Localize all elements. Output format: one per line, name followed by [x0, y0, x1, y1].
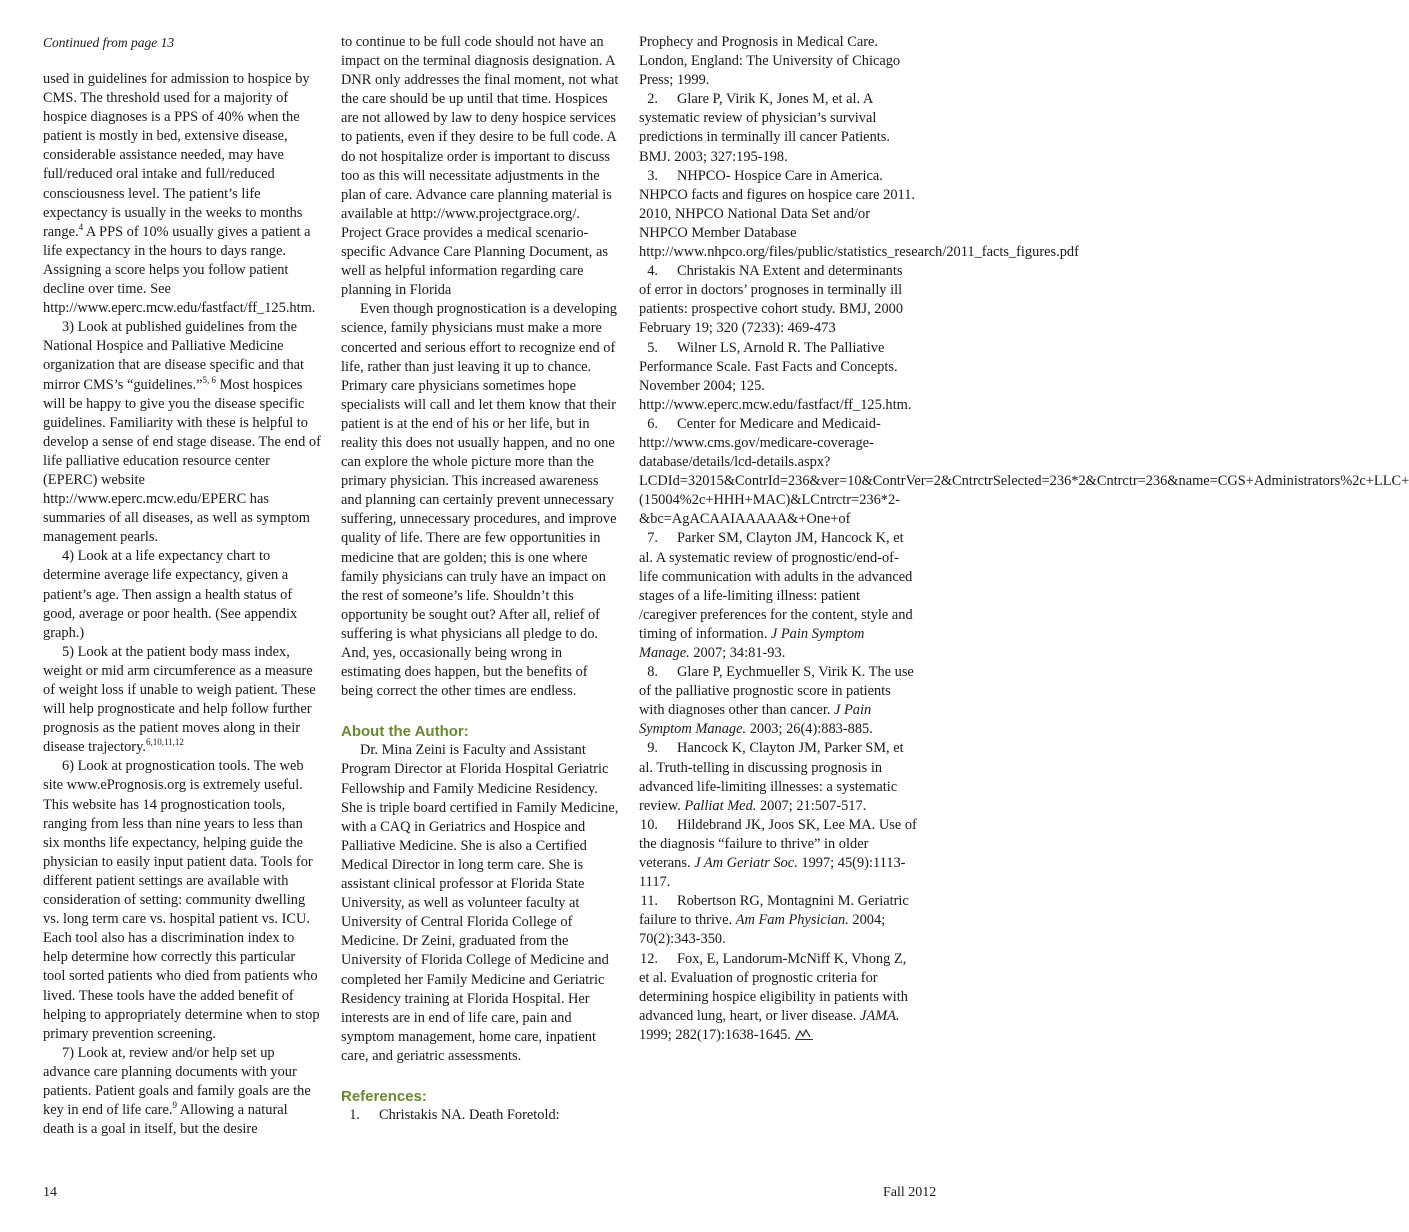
reference-item: [639, 90, 917, 166]
column-left: [43, 33, 321, 1139]
reference-number: 3.: [647, 167, 658, 184]
reference-text: Christakis NA Extent and determinants of error in doctors’ prognoses in terminally ill patients: prospective cohort study. BMJ, 2000 February 19; 320 (7233): 469-473: [639, 263, 904, 337]
body-paragraph: Even though prognostication is a developing science, family physicians must make a more concerted and serious effort to recognize end of life, rather than just leaving it up to chance. Primary care physicians sometimes hope specialists will call and let them know that their patient is at the end of his or her life, but in reality this does not usually happen, and no one can explore the whole picture more than the primary physician. This increased awareness and planning can certainly prevent unnecessary suffering, unnecessary procedures, and improve quality of life. There are few opportunities in medicine that are golden; this is one where family physicians can truly have an impact on the rest of someone’s life. Shouldn’t this opportunity be sought out? After all, relief of suffering is what physicians all pledge to do. And, yes, occasionally being wrong in estimating does happen, but the benefits of being correct the other times are endless.: [341, 301, 617, 700]
reference-number: 9.: [647, 740, 658, 757]
reference-number: 5.: [647, 339, 658, 356]
citation-superscript: 6,10,11,12: [145, 737, 184, 748]
reference-item: [639, 892, 917, 949]
text: 5) Look at the patient body mass index, weight or mid arm circumference as a measure of weight loss if unable to weigh patient. These will help prognosticate and help follow further prognosis as the patient moves along in their disease trajectory.: [43, 643, 316, 756]
end-of-article-icon: [795, 1028, 813, 1040]
reference-tail: 1999; 282(17):1638-1645.: [639, 1026, 791, 1043]
journal-name: Am Fam Physician.: [735, 912, 849, 929]
text: Most hospices will be happy to give you the disease specific guidelines. Familiarity with these is helpful to develop a sense of end stage disease. The end of life palliative education resource center (EPERC) website http://www.eperc.mcw.edu/EPERC has summaries of all diseases, as well as symptom management pearls.: [43, 376, 321, 546]
reference-item: [639, 339, 917, 415]
reference-text: Robertson RG, Montagnini M. Geriatric failure to thrive.: [639, 893, 909, 929]
reference-tail: 2007; 21:507-517.: [756, 797, 867, 814]
reference-number: 7.: [647, 530, 658, 547]
reference-number: 1.: [349, 1107, 360, 1124]
text: used in guidelines for admission to hospice by CMS. The threshold used for a majority of hospice diagnoses is a PPS of 40% when the patient is mostly in bed, extensive disease, considerable assistance needed, may have full/reduced oral intake and full/reduced consciousness level. The patient’s life expectancy is usually in the weeks to months range.: [43, 71, 310, 240]
body-paragraph: [43, 70, 321, 318]
reference-text: Glare P, Virik K, Jones M, et al. A systematic review of physician’s survival predictions in terminally ill cancer Patients. BMJ. 2003; 327:195-198.: [639, 91, 890, 165]
citation-superscript: 5, 6: [202, 374, 216, 385]
body-paragraph: [43, 318, 321, 547]
reference-item: [639, 529, 917, 663]
reference-number: 6.: [647, 415, 658, 432]
reference-tail: 2004; 70(2):343-350.: [639, 912, 886, 948]
author-bio: Dr. Mina Zeini is Faculty and Assistant Program Director at Florida Hospital Geriatric Fellowship and Family Medicine Residency. She is triple board certified in Family Medicine, with a CAQ in Geriatrics and Hospice and Palliative Medicine. She is also a Certified Medical Director in long term care. She is assistant clinical professor at Florida State University, as well as volunteer faculty at University of Central Florida College of Medicine. Dr Zeini, graduated from the University of Florida College of Medicine and completed her Family Medicine and Geriatric Residency training at Florida Hospital. Her interests are in end of life care, pain and symptom management, home care, inpatient care, and geriatric assessments.: [341, 742, 619, 1064]
reference-text: Center for Medicare and Medicaid-http://www.cms.gov/medicare-coverage-database/details/lcd-details.aspx?LCDId=32015&ContrId=236&ver=10&ContrVer=2&CntrctrSelected=236*2&Cntrctr=236&name=CGS+Administrators%2c+LLC+(15004%2c+HHH+MAC)&LCntrctr=236*2-&bc=AgACAAIAAAAA&+One+of: [639, 415, 1409, 528]
reference-number: 10.: [640, 816, 658, 833]
journal-name: J Pain Symptom Manage.: [639, 625, 865, 661]
column-right: [639, 33, 1409, 1045]
reference-number: 2.: [647, 91, 658, 108]
journal-name: J Am Geriatr Soc.: [694, 855, 798, 872]
body-paragraph: to continue to be full code should not have an impact on the terminal diagnosis designation. A DNR only addresses the final moment, not what the care should be up until that time. Hospices are not allowed by law to deny hospice services to patients, even if they desire to be full code. A do not hospitalize order is important to discuss too as this will necessitate adjustments in the plan of care. Advance care planning material is available at http://www.projectgrace.org/. Project Grace provides a medical scenario-specific Advance Care Planning Document, as well as helpful information regarding care planning in Florida: [341, 34, 619, 299]
reference-tail: 2007; 34:81-93.: [689, 645, 786, 661]
issue-label: Fall 2012: [883, 1185, 937, 1200]
reference-text: Hildebrand JK, Joos SK, Lee MA. Use of the diagnosis “failure to thrive” in older veterans.: [639, 816, 917, 872]
about-author-heading: About the Author:: [341, 723, 469, 741]
citation-superscript: 9: [172, 1100, 177, 1111]
reference-text: NHPCO- Hospice Care in America. NHPCO facts and figures on hospice care 2011. 2010, NHPCO National Data Set and/or NHPCO Member Database http://www.nhpco.org/files/public/statistics_research/2011_facts_figures.pdf: [639, 167, 1079, 261]
reference-item: [639, 739, 917, 815]
text: Allowing a natural death is a goal in itself, but the desire: [43, 1102, 288, 1138]
reference-tail: 1997; 45(9):1113-1117.: [639, 855, 906, 891]
reference-text: Christakis NA. Death Foretold:: [379, 1107, 560, 1124]
reference-number: 11.: [640, 893, 658, 910]
reference-item: [639, 816, 917, 892]
reference-item: [639, 262, 917, 338]
reference-item: [639, 415, 1409, 530]
reference-text: Fox, E, Landorum-McNiff K, Vhong Z, et al. Evaluation of prognostic criteria for determining hospice eligibility in patients with advanced lung, heart, or liver disease.: [639, 950, 908, 1024]
reference-item: [639, 663, 917, 739]
reference-text: Parker SM, Clayton JM, Hancock K, et al. A systematic review of prognostic/end-of-life communication with adults in the advanced stages of a life-limiting illness: patient /caregiver preferences for the content, style and timing of information.: [639, 530, 913, 642]
reference-continuation: Prophecy and Prognosis in Medical Care. London, England: The University of Chicago Press; 1999.: [639, 34, 901, 89]
reference-number: 8.: [647, 664, 658, 681]
page-number: 14: [43, 1185, 57, 1200]
reference-text: Hancock K, Clayton JM, Parker SM, et al. Truth-telling in discussing prognosis in advanced life-limiting illnesses: a systematic review.: [639, 740, 904, 814]
reference-item: [639, 950, 917, 1045]
reference-number: 4.: [647, 263, 658, 280]
journal-name: Palliat Med.: [684, 797, 757, 814]
text: 7) Look at, review and/or help set up advance care planning documents with your patients. Patient goals and family goals are the key in end of life care.: [43, 1044, 311, 1119]
reference-item: [639, 167, 1079, 262]
journal-name: JAMA.: [859, 1007, 900, 1024]
body-paragraph: 6) Look at prognostication tools. The web site www.ePrognosis.org is extremely useful. This website has 14 prognostication tools, ranging from less than nine years to less than six months life expectancy, helping guide the physician to easily input patient data. Tools for different patient settings are available with consideration of setting: community dwelling vs. long term care vs. hospital patient vs. ICU. Each tool also has a discrimination index to help determine how correctly this particular tool sorted patients who died from patients who lived. These tools have the added benefit of helping to appropriately determine when to stop primary prevention screening.: [43, 758, 320, 1042]
reference-text: Wilner LS, Arnold R. The Palliative Performance Scale. Fast Facts and Concepts. November 2004; 125. http://www.eperc.mcw.edu/fastfact/ff_125.htm.: [639, 339, 912, 413]
reference-tail: 2003; 26(4):883-885.: [746, 721, 873, 738]
text: A PPS of 10% usually gives a patient a life expectancy in the hours to days range. Assigning a score helps you follow patient decline over time. See http://www.eperc.mcw.edu/fastfact/ff_125.htm.: [43, 223, 316, 317]
body-paragraph: [43, 643, 321, 758]
continued-label: Continued from page 13: [43, 35, 175, 50]
references-heading: References:: [341, 1087, 427, 1105]
reference-text: Glare P, Eychmueller S, Virik K. The use of the palliative prognostic score in patients with diagnoses other than cancer.: [639, 664, 914, 719]
reference-number: 12.: [640, 950, 658, 967]
text: 3) Look at published guidelines from the National Hospice and Palliative Medicine organization that are disease specific and that mirror CMS’s “guidelines.”: [43, 319, 305, 393]
body-paragraph: 4) Look at a life expectancy chart to determine average life expectancy, given a patient’s age. Then assign a health status of good, average or poor health. (See appendix graph.): [43, 548, 298, 641]
reference-item: [341, 1106, 619, 1125]
citation-superscript: 4: [78, 221, 84, 232]
reference-list: [639, 90, 1409, 1045]
journal-name: J Pain Symptom Manage.: [639, 702, 872, 738]
column-middle: [341, 33, 619, 1125]
body-paragraph: [43, 1044, 321, 1139]
